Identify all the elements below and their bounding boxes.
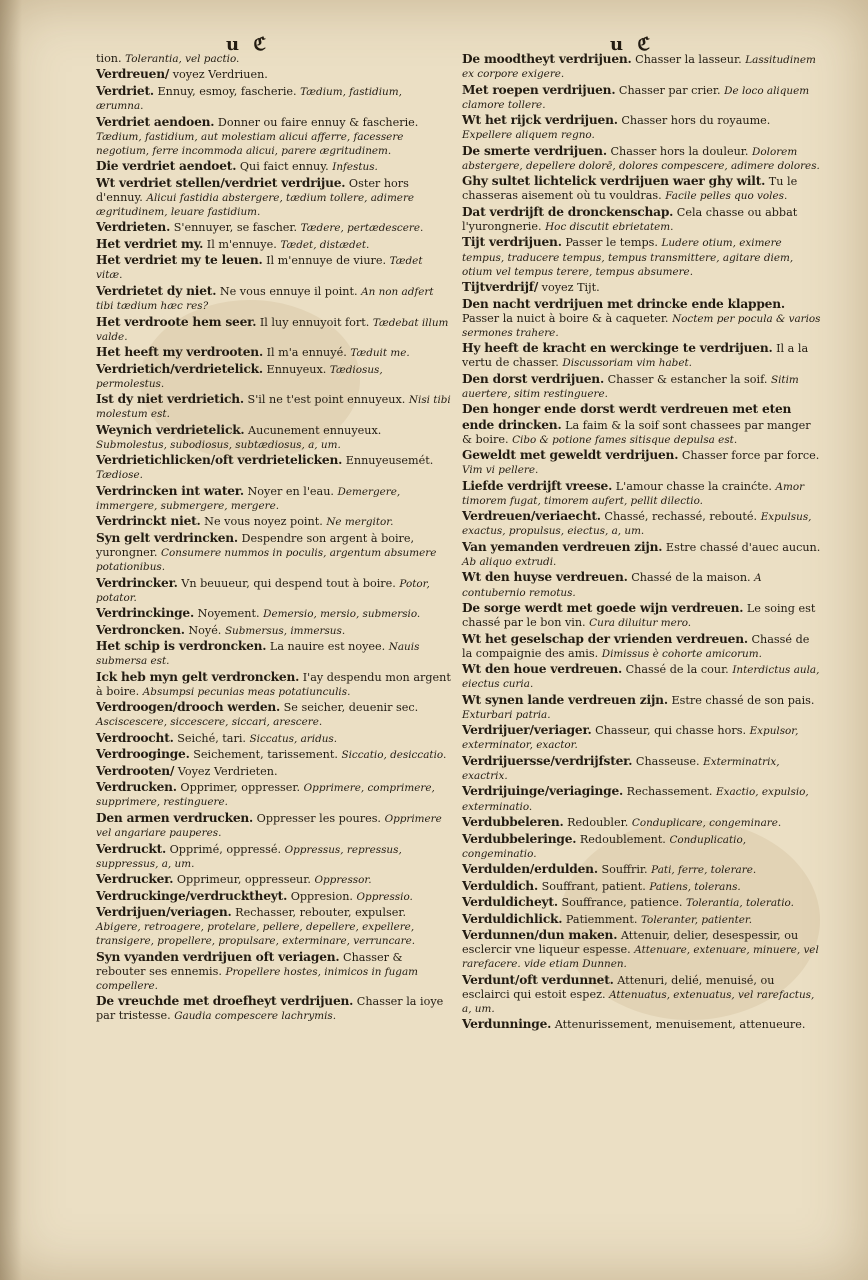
headword: Syn vyanden verdrijuen oft veriagen. bbox=[96, 949, 340, 964]
headword: Verdrijuer/veriager. bbox=[462, 723, 592, 738]
headword: Verdunnen/dun maken. bbox=[462, 928, 618, 943]
dictionary-entry bbox=[462, 341, 822, 370]
signature-mark-right: u ℭ bbox=[610, 34, 655, 55]
french-gloss: Se seicher, deuenir sec. bbox=[283, 701, 419, 715]
french-gloss: La nauire est noyee. bbox=[269, 640, 386, 654]
headword: Wt den houe verdreuen. bbox=[462, 662, 623, 677]
latin-gloss: Exturbari patria. bbox=[462, 708, 551, 721]
french-gloss: Oster hors d'ennuy. bbox=[96, 176, 409, 204]
french-gloss: Il luy ennuyoit fort. bbox=[259, 315, 370, 329]
latin-gloss: Siccatus, aridus. bbox=[249, 732, 338, 745]
latin-gloss: An non adfert tibi tædium hæc res? bbox=[96, 285, 434, 313]
french-gloss: Donner ou faire ennuy & fascherie. bbox=[217, 115, 419, 129]
french-gloss: Chassé de la compaignie des amis. bbox=[462, 632, 810, 660]
dictionary-entry bbox=[462, 862, 822, 877]
latin-gloss: Discussoriam vim habet. bbox=[562, 357, 692, 370]
latin-gloss: Facile pelles quo voles. bbox=[665, 190, 788, 203]
headword: Van yemanden verdreuen zijn. bbox=[462, 539, 663, 554]
latin-gloss: Expulsus, exactus, propulsus, eiectus, a, um. bbox=[462, 511, 812, 538]
headword: Het schip is verdroncken. bbox=[96, 639, 267, 654]
latin-gloss: Siccatio, desiccatio. bbox=[341, 749, 447, 762]
headword: Dat verdrijft de dronckenschap. bbox=[462, 204, 674, 219]
french-gloss: voyez Tijt. bbox=[541, 281, 600, 295]
french-gloss: Chassé de la cour. bbox=[625, 663, 729, 677]
headword: Syn gelt verdrincken. bbox=[96, 530, 238, 545]
dictionary-entry bbox=[96, 176, 452, 219]
dictionary-entry bbox=[462, 662, 822, 691]
dictionary-entry bbox=[96, 484, 452, 513]
headword: Verdunt/oft verdunnet. bbox=[462, 972, 614, 987]
dictionary-entry bbox=[96, 780, 452, 809]
dictionary-entry bbox=[462, 815, 822, 830]
dictionary-entry bbox=[96, 237, 452, 252]
headword: Verdrietichlicken/oft verdrietelicken. bbox=[96, 453, 343, 468]
latin-gloss: Propellere hostes, inimicos in fugam compellere. bbox=[96, 965, 419, 992]
headword: Wt verdriet stellen/verdriet verdrijue. bbox=[96, 175, 346, 190]
dictionary-entry bbox=[96, 453, 452, 482]
latin-gloss: Consumere nummos in poculis, argentum absumere potationibus. bbox=[96, 547, 437, 574]
headword: De smerte verdrijuen. bbox=[462, 143, 607, 158]
french-gloss: Passer la nuict à boire & à caqueter. bbox=[462, 311, 669, 325]
latin-gloss: Conduplicatio, congeminatio. bbox=[462, 833, 747, 860]
latin-gloss: Submolestus, subodiosus, subtædiosus, a, um. bbox=[96, 438, 341, 451]
headword: Verdrucken. bbox=[96, 780, 177, 795]
latin-gloss: Ne mergitor. bbox=[326, 516, 394, 529]
headword: Verdrooginge. bbox=[96, 747, 190, 762]
latin-gloss: Abigere, retroagere, protelare, pellere, depellere, expellere, transigere, propellere, propulsare, exterminare, verruncare. bbox=[96, 921, 416, 948]
latin-gloss: Asciscescere, siccescere, siccari, arescere. bbox=[96, 716, 323, 729]
latin-gloss: Potor, potator. bbox=[96, 577, 430, 604]
headword: De moodtheyt verdrijuen. bbox=[462, 52, 632, 66]
french-gloss: Estre chassé d'auec aucun. bbox=[665, 540, 821, 554]
latin-gloss: Dolorem abstergere, depellere dolorē, dolores compescere, adimere dolores. bbox=[462, 145, 820, 172]
headword: Verdruckt. bbox=[96, 841, 167, 856]
french-gloss: Opprimer, oppresser. bbox=[180, 781, 301, 795]
french-gloss: Il m'ennuye. bbox=[206, 237, 277, 251]
gutter-shadow bbox=[0, 0, 22, 1280]
french-gloss: Il m'a ennuyé. bbox=[266, 346, 347, 360]
latin-gloss: Gaudia compescere lachrymis. bbox=[174, 1010, 337, 1023]
french-gloss: Voyez Verdrieten. bbox=[177, 764, 278, 778]
headword: Verdrincken int water. bbox=[96, 483, 244, 498]
latin-gloss: Tædiose. bbox=[96, 469, 143, 482]
latin-gloss: Nauis submersa est. bbox=[96, 641, 420, 668]
french-gloss: Cela chasse ou abbat l'yurongnerie. bbox=[462, 205, 798, 233]
dictionary-entry bbox=[462, 895, 822, 910]
french-gloss: Vn beuueur, qui despend tout à boire. bbox=[181, 576, 396, 590]
headword: Het verdriet my te leuen. bbox=[96, 253, 263, 268]
dictionary-entry bbox=[462, 784, 822, 813]
latin-gloss: Expulsor, exterminator, exactor. bbox=[462, 725, 799, 752]
latin-gloss: Oppressus, repressus, suppressus, a, um. bbox=[96, 843, 402, 870]
headword: Verdroncken. bbox=[96, 622, 185, 637]
headword: Den nacht verdrijuen met drincke ende klappen. bbox=[462, 296, 785, 311]
latin-gloss: Hoc discutit ebrietatem. bbox=[545, 220, 674, 233]
french-gloss: Attenuri, delié, menuisé, ou esclairci qui estoit espez. bbox=[462, 973, 775, 1001]
right-column bbox=[462, 52, 822, 1034]
headword: De vreuchde met droefheyt verdrijuen. bbox=[96, 994, 354, 1009]
dictionary-entry bbox=[462, 832, 822, 861]
dictionary-entry bbox=[462, 928, 822, 971]
french-gloss: Ennuyeusemét. bbox=[345, 454, 434, 468]
headword: Verdrietet dy niet. bbox=[96, 283, 217, 298]
latin-gloss: Tæduit me. bbox=[350, 347, 410, 360]
headword: Verdrijuen/veriagen. bbox=[96, 905, 232, 920]
french-gloss: Chasser la lasseur. bbox=[635, 53, 742, 66]
french-gloss: Chasseuse. bbox=[635, 754, 700, 768]
dictionary-entry bbox=[96, 253, 452, 282]
dictionary-entry bbox=[462, 113, 822, 142]
dictionary-entry bbox=[462, 1017, 822, 1032]
headword: Verduldichlick. bbox=[462, 911, 563, 926]
dictionary-entry bbox=[96, 84, 452, 113]
dictionary-entry bbox=[96, 747, 452, 762]
french-gloss: Noyé. bbox=[188, 623, 222, 637]
french-gloss: Opprimeur, oppresseur. bbox=[176, 873, 311, 887]
left-column bbox=[96, 52, 452, 1025]
french-gloss: Il a la vertu de chasser. bbox=[462, 342, 809, 370]
headword: Ick heb myn gelt verdroncken. bbox=[96, 669, 300, 684]
french-gloss: Oppresion. bbox=[290, 889, 353, 903]
headword: Verdruckinge/verdrucktheyt. bbox=[96, 888, 288, 903]
latin-gloss: Sitim auertere, sitim restinguere. bbox=[462, 373, 799, 400]
dictionary-entry bbox=[96, 889, 452, 904]
latin-gloss: Cura diluitur mero. bbox=[589, 617, 692, 630]
headword: Verdulden/erdulden. bbox=[462, 862, 598, 877]
headword: Het verdriet my. bbox=[96, 236, 204, 251]
dictionary-entry bbox=[96, 315, 452, 344]
french-gloss: Chasser par crier. bbox=[618, 83, 721, 97]
french-gloss: Passer le temps. bbox=[565, 236, 658, 250]
latin-gloss: Tædium, fastidium, aut molestiam alicui afferre, facessere negotium, ferre incommoda alicui, parere ægritudinem. bbox=[96, 130, 404, 157]
french-gloss: La faim & la soif sont chassees par manger & boire. bbox=[462, 418, 811, 446]
latin-gloss: Opprimere, comprimere, supprimere, restinguere. bbox=[96, 782, 435, 809]
dictionary-entry bbox=[462, 723, 822, 752]
headword: De sorge werdt met goede wijn verdreuen. bbox=[462, 601, 744, 616]
latin-gloss: Attenuare, extenuare, minuere, vel rarefacere. vide etiam Dunnen. bbox=[462, 944, 819, 971]
dictionary-entry bbox=[96, 872, 452, 887]
headword: Den armen verdrucken. bbox=[96, 810, 254, 825]
latin-gloss: Ab aliquo extrudi. bbox=[462, 555, 557, 568]
latin-gloss: Amor timorem fugat, timorem aufert, pellit dilectio. bbox=[462, 480, 805, 507]
headword: Verdubbeleringe. bbox=[462, 831, 577, 846]
french-gloss: Tu le chasseras aisement où tu vouldras. bbox=[462, 175, 798, 203]
headword: Ist dy niet verdrietich. bbox=[96, 392, 244, 407]
headword: Tijt verdrijuen. bbox=[462, 235, 562, 250]
dictionary-entry bbox=[96, 623, 452, 638]
headword: Verdunninge. bbox=[462, 1017, 552, 1032]
headword: Het heeft my verdrooten. bbox=[96, 345, 263, 360]
headword: Verdrijuersse/verdrijfster. bbox=[462, 753, 633, 768]
french-gloss: Estre chassé de son pais. bbox=[671, 693, 815, 707]
french-gloss: Noyer en l'eau. bbox=[247, 484, 334, 498]
dictionary-entry bbox=[96, 576, 452, 605]
latin-gloss: Infestus. bbox=[332, 161, 378, 174]
latin-gloss: Expellere aliquem regno. bbox=[462, 129, 595, 142]
latin-gloss: Alicui fastidia abstergere, tædium tollere, adimere ægritudinem, leuare fastidium. bbox=[96, 191, 415, 218]
dictionary-entry bbox=[462, 297, 822, 340]
latin-gloss: Tædet, distædet. bbox=[280, 238, 370, 251]
headword: Verduldicheyt. bbox=[462, 895, 558, 910]
latin-gloss: Demersio, mersio, submersio. bbox=[263, 608, 421, 621]
dictionary-entry bbox=[96, 994, 452, 1023]
dictionary-entry bbox=[96, 220, 452, 235]
french-gloss: Chasser force par force. bbox=[681, 449, 820, 463]
latin-gloss: A contubernio remotus. bbox=[462, 572, 762, 599]
latin-gloss: Tædet vitæ. bbox=[96, 255, 423, 282]
dictionary-entry bbox=[96, 531, 452, 574]
dictionary-entry bbox=[96, 392, 452, 421]
dictionary-entry bbox=[462, 205, 822, 234]
french-gloss: Souffrance, patience. bbox=[561, 896, 683, 910]
dictionary-entry bbox=[462, 280, 822, 295]
french-gloss: Attenurissement, menuisement, attenueure. bbox=[554, 1018, 806, 1032]
dictionary-entry bbox=[462, 235, 822, 278]
dictionary-entry bbox=[96, 514, 452, 529]
headword: Verdrietich/verdrietelick. bbox=[96, 361, 263, 376]
french-gloss: Qui faict ennuy. bbox=[239, 160, 329, 174]
latin-gloss: Opprimere vel angariare pauperes. bbox=[96, 812, 442, 840]
french-gloss: Redoubler. bbox=[567, 816, 629, 830]
headword: Den dorst verdrijuen. bbox=[462, 371, 604, 386]
headword: Verdrijuinge/veriaginge. bbox=[462, 784, 624, 799]
dictionary-entry bbox=[96, 423, 452, 452]
french-gloss: Chassé de la maison. bbox=[631, 571, 751, 585]
headword: Verdrincker. bbox=[96, 575, 178, 590]
headword: Verdroocht. bbox=[96, 730, 174, 745]
dictionary-entry bbox=[462, 448, 822, 477]
headword: Wt den huyse verdreuen. bbox=[462, 570, 628, 585]
french-gloss: I'ay despendu mon argent à boire. bbox=[96, 670, 451, 698]
dictionary-entry bbox=[96, 731, 452, 746]
headword: Verdriet aendoen. bbox=[96, 114, 215, 129]
latin-gloss: Oppressor. bbox=[314, 874, 372, 887]
french-gloss: S'ennuyer, se fascher. bbox=[173, 221, 298, 235]
french-gloss: Attenuir, delier, desespessir, ou esclercir vne liqueur espesse. bbox=[462, 929, 799, 957]
french-gloss: Oppresser les poures. bbox=[256, 811, 381, 825]
latin-gloss: Exterminatrix, exactrix. bbox=[462, 755, 780, 782]
headword: Verdreuen/veriaecht. bbox=[462, 509, 601, 524]
latin-gloss: Lassitudinem ex corpore exigere. bbox=[462, 54, 816, 81]
french-gloss: Aucunement ennuyeux. bbox=[248, 423, 382, 437]
latin-gloss: Nisi tibi molestum est. bbox=[96, 394, 451, 421]
french-gloss: Chasseur, qui chasse hors. bbox=[595, 724, 747, 738]
latin-gloss: Tolerantia, toleratio. bbox=[685, 897, 794, 910]
dictionary-entry bbox=[96, 52, 452, 66]
dictionary-entry bbox=[462, 601, 822, 630]
dictionary-entry bbox=[462, 402, 822, 446]
latin-gloss: Ludere otium, eximere tempus, traducere tempus, tempus transmittere, agitare diem, otium vel tempus terere, tempus absumere. bbox=[462, 237, 794, 278]
dictionary-entry bbox=[462, 632, 822, 661]
dictionary-entry bbox=[96, 67, 452, 82]
dictionary-entry bbox=[462, 973, 822, 1016]
french-gloss: Il m'ennuye de viure. bbox=[266, 254, 387, 268]
headword: Verdreuen/ bbox=[96, 67, 170, 82]
dictionary-entry bbox=[96, 159, 452, 174]
headword: Hy heeft de kracht en werckinge te verdrijuen. bbox=[462, 341, 773, 356]
dictionary-entry bbox=[96, 700, 452, 729]
latin-gloss: Dimissus è cohorte amicorum. bbox=[601, 647, 762, 660]
dictionary-entry bbox=[462, 144, 822, 173]
headword: Verdrucker. bbox=[96, 872, 174, 887]
latin-gloss: Tædere, pertædescere. bbox=[300, 222, 424, 235]
latin-gloss: Tædium, fastidium, ærumna. bbox=[96, 85, 402, 113]
headword: Verdriet. bbox=[96, 83, 154, 98]
french-gloss: Seichement, tarissement. bbox=[193, 748, 338, 762]
latin-gloss: Interdictus aula, eiectus curia. bbox=[462, 664, 820, 691]
headword: Tijtverdrijf/ bbox=[462, 280, 539, 295]
latin-gloss: Conduplicare, congeminare. bbox=[631, 817, 782, 830]
french-gloss: Ne vous ennuye il point. bbox=[219, 284, 358, 298]
dictionary-entry bbox=[462, 754, 822, 783]
dictionary-entry bbox=[96, 639, 452, 668]
latin-gloss: Cibo & potione fames sitisque depulsa est. bbox=[512, 433, 738, 446]
french-gloss: Chassé, rechassé, rebouté. bbox=[604, 510, 758, 524]
latin-gloss: Absumpsi pecunias meas potatiunculis. bbox=[142, 685, 351, 698]
headword: Verdrieten. bbox=[96, 220, 171, 235]
french-gloss: Ne vous noyez point. bbox=[204, 515, 323, 529]
dictionary-entry bbox=[96, 115, 452, 158]
dictionary-entry bbox=[462, 693, 822, 722]
french-gloss: Rechasser, rebouter, expulser. bbox=[235, 906, 407, 920]
latin-gloss: Submersus, immersus. bbox=[224, 624, 346, 637]
french-gloss: S'il ne t'est point ennuyeux. bbox=[247, 393, 406, 407]
dictionary-entry bbox=[96, 670, 452, 699]
headword: Wt het rijck verdrijuen. bbox=[462, 113, 618, 128]
french-gloss: Rechassement. bbox=[626, 785, 713, 799]
dictionary-entry bbox=[96, 842, 452, 871]
dictionary-entry bbox=[462, 879, 822, 894]
headword: Weynich verdrietelick. bbox=[96, 422, 245, 437]
headword: Den honger ende dorst werdt verdreuen met eten ende drincken. bbox=[462, 402, 792, 432]
dictionary-entry bbox=[462, 479, 822, 508]
dictionary-entry bbox=[462, 570, 822, 599]
french-gloss: Chasser & rebouter ses ennemis. bbox=[96, 950, 403, 978]
french-gloss: Chasser & estancher la soif. bbox=[607, 372, 768, 386]
french-gloss: Despendre son argent à boire, yurongner. bbox=[96, 531, 415, 560]
latin-gloss: Tolerantia, vel pactio. bbox=[125, 53, 240, 65]
headword: Verduldich. bbox=[462, 878, 539, 893]
headword: Geweldt met geweldt verdrijuen. bbox=[462, 448, 679, 463]
headword: Verdroogen/drooch werden. bbox=[96, 700, 281, 715]
headword: Het verdroote hem seer. bbox=[96, 314, 257, 329]
french-gloss: Chasser hors du royaume. bbox=[621, 114, 771, 128]
dictionary-entry bbox=[462, 174, 822, 203]
dictionary-entry bbox=[462, 912, 822, 927]
french-gloss: Seiché, tari. bbox=[177, 731, 246, 745]
latin-gloss: Noctem per pocula & varios sermones trahere. bbox=[462, 312, 821, 339]
headword: Verdrooten/ bbox=[96, 763, 175, 778]
french-gloss: Opprimé, oppressé. bbox=[169, 842, 282, 856]
dictionary-entry bbox=[462, 52, 822, 81]
dictionary-entry bbox=[462, 83, 822, 112]
french-gloss: Ennuyeux. bbox=[266, 362, 327, 376]
dictionary-entry bbox=[462, 372, 822, 401]
dictionary-entry bbox=[96, 345, 452, 360]
french-gloss: voyez Verdriuen. bbox=[172, 68, 268, 82]
headword: Wt het geselschap der vrienden verdreuen. bbox=[462, 631, 748, 646]
latin-gloss: Tædebat illum valde. bbox=[96, 316, 449, 343]
french-gloss: Souffrant, patient. bbox=[541, 879, 646, 893]
headword: Ghy sultet lichtelick verdrijuen waer ghy wilt. bbox=[462, 174, 766, 189]
dictionary-entry bbox=[96, 764, 452, 779]
french-gloss: Chasser la ioye par tristesse. bbox=[96, 995, 444, 1023]
latin-gloss: Demergere, immergere, submergere, mergere. bbox=[96, 485, 401, 512]
french-gloss: Ennuy, esmoy, fascherie. bbox=[157, 84, 297, 98]
headword: Verdrinckt niet. bbox=[96, 514, 201, 529]
french-gloss: L'amour chasse la crainćte. bbox=[615, 479, 772, 493]
french-gloss: Chasser hors la douleur. bbox=[610, 144, 749, 158]
latin-gloss: Vim vi pellere. bbox=[462, 464, 539, 477]
dictionary-entry bbox=[462, 509, 822, 538]
latin-gloss: Oppressio. bbox=[356, 890, 413, 903]
dictionary-entry bbox=[96, 950, 452, 993]
french-gloss: Redoublement. bbox=[579, 832, 666, 846]
headword: Wt synen lande verdreuen zijn. bbox=[462, 692, 668, 707]
headword: Verdubbeleren. bbox=[462, 815, 564, 830]
french-gloss: Souffrir. bbox=[601, 863, 648, 877]
dictionary-entry bbox=[96, 606, 452, 621]
dictionary-entry bbox=[96, 362, 452, 391]
headword: Met roepen verdrijuen. bbox=[462, 82, 616, 97]
dictionary-entry bbox=[96, 284, 452, 313]
dictionary-entry bbox=[96, 905, 452, 948]
dictionary-entry bbox=[462, 540, 822, 569]
latin-gloss: Patiens, tolerans. bbox=[649, 880, 741, 893]
french-gloss: tion. bbox=[96, 52, 122, 65]
headword: Liefde verdrijft vreese. bbox=[462, 478, 613, 493]
dictionary-entry bbox=[96, 811, 452, 840]
latin-gloss: Tædiosus, permolestus. bbox=[96, 363, 383, 390]
latin-gloss: Attenuatus, extenuatus, vel rarefactus, a, um. bbox=[462, 988, 815, 1015]
headword: Verdrinckinge. bbox=[96, 606, 195, 621]
latin-gloss: De loco aliquem clamore tollere. bbox=[462, 84, 810, 111]
french-gloss: Noyement. bbox=[197, 607, 260, 621]
latin-gloss: Exactio, expulsio, exterminatio. bbox=[462, 786, 809, 813]
signature-mark-left: u ℭ bbox=[226, 34, 271, 55]
french-gloss: Le soing est chassé par le bon vin. bbox=[462, 602, 816, 630]
french-gloss: Patiemment. bbox=[565, 912, 638, 926]
headword: Die verdriet aendoet. bbox=[96, 159, 237, 174]
latin-gloss: Pati, ferre, tolerare. bbox=[651, 864, 757, 877]
latin-gloss: Toleranter, patienter. bbox=[640, 913, 753, 926]
